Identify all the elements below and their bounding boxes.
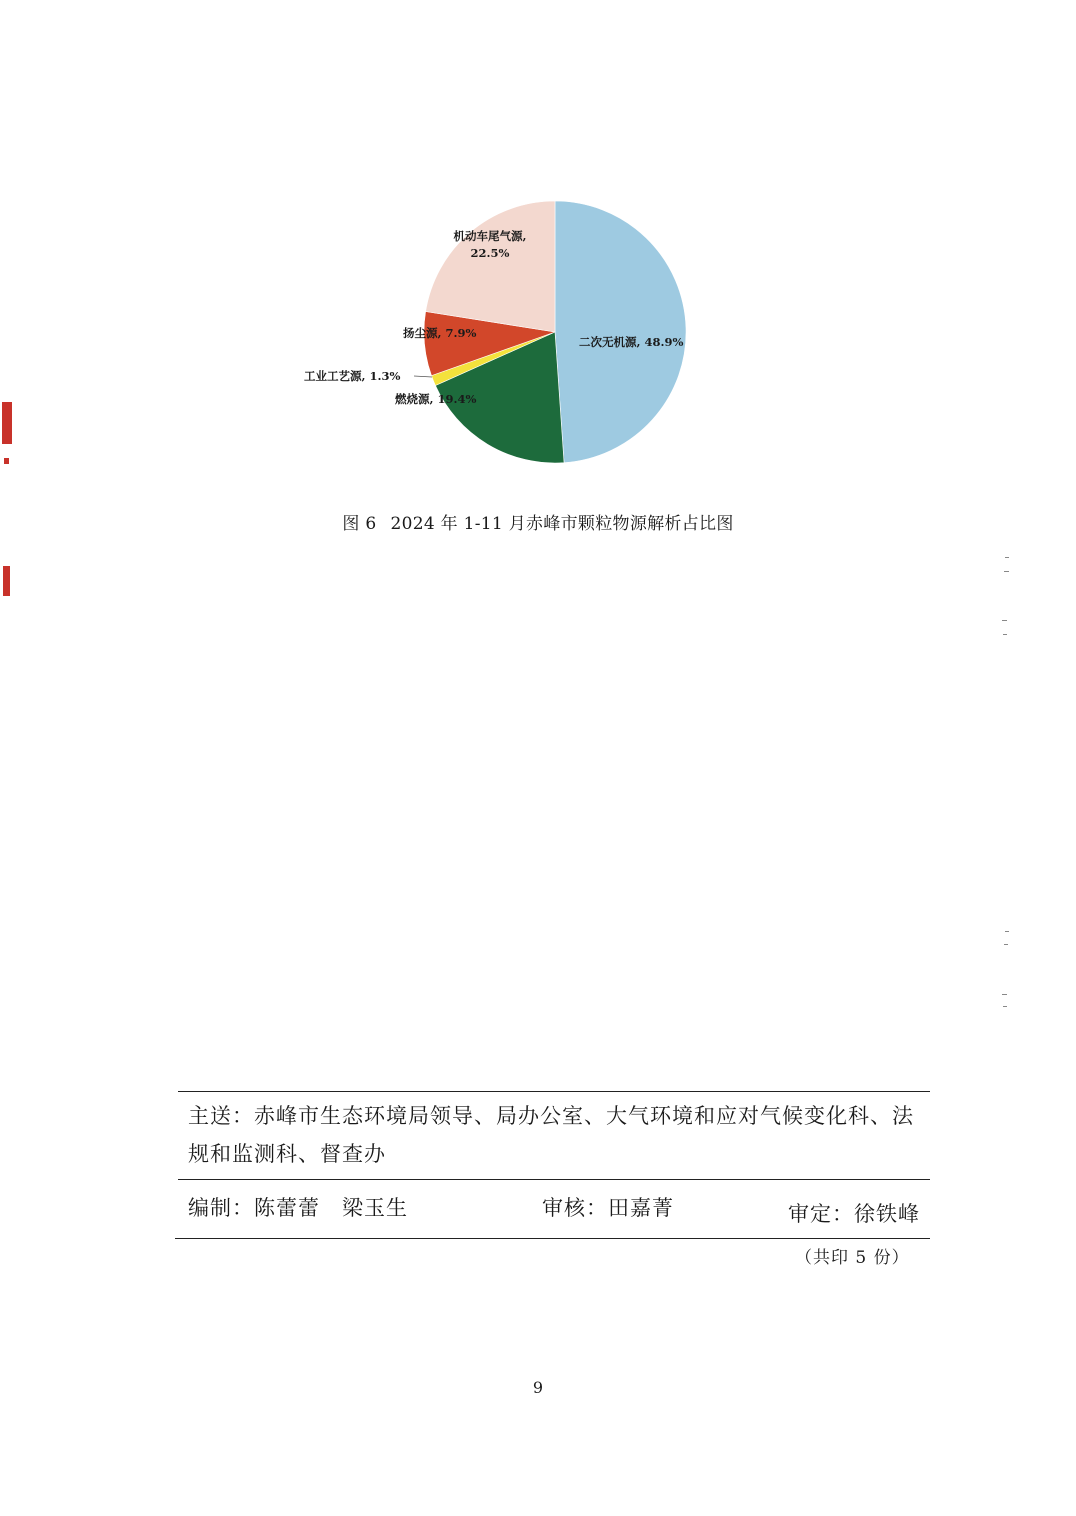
source-apportionment-pie-chart bbox=[290, 190, 710, 480]
recipients-line-1: 主送：赤峰市生态环境局领导、局办公室、大气环境和应对气候变化科、法 bbox=[188, 1104, 914, 1128]
figure-caption bbox=[0, 509, 1076, 534]
scan-speck bbox=[1003, 1006, 1007, 1007]
footer-rule-bottom bbox=[175, 1238, 930, 1239]
scan-speck bbox=[1004, 571, 1009, 572]
slice-label-vehicle-exhaust-value: 22.5% bbox=[470, 246, 510, 260]
figure-number: 图 6 bbox=[342, 514, 377, 534]
footer-rule-middle bbox=[178, 1179, 930, 1180]
slice-label-industrial-process: 工业工艺源, 1.3% bbox=[304, 369, 401, 383]
scan-speck bbox=[1003, 634, 1007, 635]
figure-title: 2024 年 1-11 月赤峰市颗粒物源解析占比图 bbox=[390, 514, 734, 534]
recipients-line-2: 规和监测科、督查办 bbox=[188, 1142, 386, 1166]
scan-edge-mark bbox=[2, 402, 12, 444]
recipients bbox=[188, 1097, 918, 1173]
slice-label-secondary-inorganic: 二次无机源, 48.9% bbox=[579, 335, 684, 349]
slice-label-combustion: 燃烧源, 19.4% bbox=[395, 392, 477, 406]
copies-printed: （共印 5 份） bbox=[795, 1248, 910, 1268]
scan-edge-mark bbox=[3, 566, 10, 596]
scan-speck bbox=[1005, 557, 1009, 558]
scan-edge-mark bbox=[4, 458, 9, 464]
slice-label-vehicle-exhaust: 机动车尾气源, bbox=[453, 229, 527, 243]
scan-speck bbox=[1002, 994, 1007, 995]
slice-label-dust: 扬尘源, 7.9% bbox=[403, 326, 477, 340]
page-number: 9 bbox=[532, 1378, 544, 1397]
approved-by: 审定：徐铁峰 bbox=[788, 1202, 920, 1226]
leader-line-gongye bbox=[414, 376, 432, 377]
reviewed-by: 审核：田嘉菁 bbox=[542, 1196, 674, 1220]
footer-rule-top bbox=[178, 1091, 930, 1092]
scan-speck bbox=[1005, 931, 1009, 932]
compiled-by: 编制：陈蕾蕾 梁玉生 bbox=[188, 1196, 408, 1220]
pie-slice-vehicle-exhaust bbox=[426, 201, 555, 332]
pie-slice-secondary-inorganic bbox=[555, 201, 686, 463]
scan-speck bbox=[1002, 620, 1007, 621]
scan-speck bbox=[1004, 944, 1008, 945]
